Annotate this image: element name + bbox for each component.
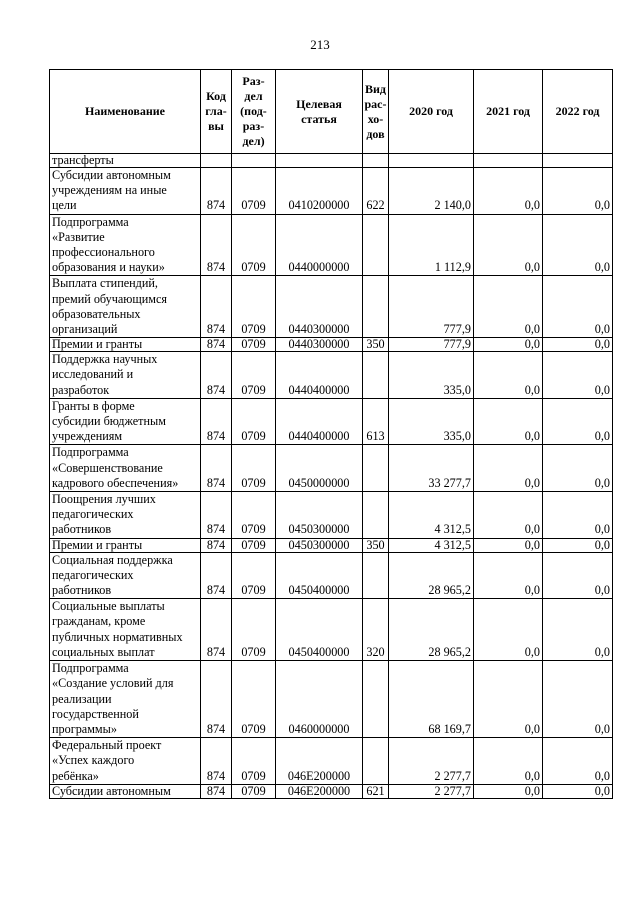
cell-statya xyxy=(276,154,363,168)
cell-statya: 046E200000 xyxy=(276,738,363,785)
table-row xyxy=(50,738,613,785)
cell-name: Федеральный проект «Успех каждого ребёнка» xyxy=(50,738,201,785)
cell-2021: 0,0 xyxy=(474,738,543,785)
cell-2020: 28 965,2 xyxy=(389,599,474,661)
cell-2021: 0,0 xyxy=(474,552,543,599)
header-row xyxy=(50,70,613,154)
cell-name: Поощрения лучших педагогических работников xyxy=(50,492,201,539)
cell-2021: 0,0 xyxy=(474,398,543,445)
cell-statya: 0440300000 xyxy=(276,338,363,352)
header-col-vid: Вид рас- хо- дов xyxy=(363,70,389,154)
cell-2022: 0,0 xyxy=(543,338,613,352)
cell-statya: 0410200000 xyxy=(276,168,363,215)
cell-statya: 046E200000 xyxy=(276,784,363,798)
cell-2021: 0,0 xyxy=(474,784,543,798)
cell-statya: 0450300000 xyxy=(276,492,363,539)
table-row xyxy=(50,538,613,552)
cell-name: Субсидии автономным учреждениям на иные цели xyxy=(50,168,201,215)
cell-kod: 874 xyxy=(201,214,232,276)
cell-2021: 0,0 xyxy=(474,538,543,552)
cell-razdel: 0709 xyxy=(232,552,276,599)
cell-2021: 0,0 xyxy=(474,492,543,539)
cell-kod: 874 xyxy=(201,538,232,552)
cell-name: Премии и гранты xyxy=(50,538,201,552)
cell-2020: 33 277,7 xyxy=(389,445,474,492)
cell-2022: 0,0 xyxy=(543,214,613,276)
cell-2021 xyxy=(474,154,543,168)
cell-2022: 0,0 xyxy=(543,398,613,445)
cell-kod: 874 xyxy=(201,661,232,738)
cell-2020: 1 112,9 xyxy=(389,214,474,276)
cell-vid: 621 xyxy=(363,784,389,798)
cell-2022: 0,0 xyxy=(543,599,613,661)
cell-vid xyxy=(363,552,389,599)
cell-statya: 0450300000 xyxy=(276,538,363,552)
cell-2022: 0,0 xyxy=(543,168,613,215)
cell-name: Субсидии автономным xyxy=(50,784,201,798)
header-col-name: Наименование xyxy=(50,70,201,154)
cell-vid xyxy=(363,738,389,785)
cell-vid: 350 xyxy=(363,538,389,552)
cell-vid: 320 xyxy=(363,599,389,661)
cell-vid xyxy=(363,661,389,738)
cell-2020: 777,9 xyxy=(389,338,474,352)
table-row xyxy=(50,398,613,445)
cell-name: Поддержка научных исследований и разработок xyxy=(50,352,201,399)
cell-name: Социальные выплаты гражданам, кроме публичных нормативных социальных выплат xyxy=(50,599,201,661)
cell-2020: 4 312,5 xyxy=(389,492,474,539)
table-row xyxy=(50,338,613,352)
cell-vid xyxy=(363,276,389,338)
cell-2022: 0,0 xyxy=(543,352,613,399)
cell-razdel: 0709 xyxy=(232,538,276,552)
header-col-2020: 2020 год xyxy=(389,70,474,154)
cell-razdel: 0709 xyxy=(232,492,276,539)
table-row xyxy=(50,492,613,539)
cell-2021: 0,0 xyxy=(474,445,543,492)
cell-name: Подпрограмма «Совершенствование кадрового обеспечения» xyxy=(50,445,201,492)
cell-2022: 0,0 xyxy=(543,661,613,738)
cell-statya: 0440400000 xyxy=(276,352,363,399)
cell-razdel: 0709 xyxy=(232,599,276,661)
cell-statya: 0450400000 xyxy=(276,599,363,661)
table-row xyxy=(50,552,613,599)
cell-2021: 0,0 xyxy=(474,352,543,399)
table-body xyxy=(50,154,613,799)
cell-razdel: 0709 xyxy=(232,445,276,492)
cell-kod: 874 xyxy=(201,398,232,445)
table-row xyxy=(50,445,613,492)
cell-2021: 0,0 xyxy=(474,168,543,215)
cell-2021: 0,0 xyxy=(474,338,543,352)
table-row xyxy=(50,168,613,215)
cell-2020: 68 169,7 xyxy=(389,661,474,738)
cell-razdel: 0709 xyxy=(232,738,276,785)
cell-vid: 613 xyxy=(363,398,389,445)
cell-statya: 0440000000 xyxy=(276,214,363,276)
header-col-razdel: Раз- дел (под- раз- дел) xyxy=(232,70,276,154)
cell-razdel: 0709 xyxy=(232,214,276,276)
cell-razdel xyxy=(232,154,276,168)
cell-kod: 874 xyxy=(201,338,232,352)
cell-2022 xyxy=(543,154,613,168)
cell-razdel: 0709 xyxy=(232,661,276,738)
cell-2020 xyxy=(389,154,474,168)
cell-statya: 0450000000 xyxy=(276,445,363,492)
header-col-kod: Код гла- вы xyxy=(201,70,232,154)
header-col-2022: 2022 год xyxy=(543,70,613,154)
cell-vid xyxy=(363,445,389,492)
cell-2020: 335,0 xyxy=(389,398,474,445)
cell-vid xyxy=(363,352,389,399)
cell-name: Выплата стипендий, премий обучающимся образовательных организаций xyxy=(50,276,201,338)
cell-2022: 0,0 xyxy=(543,276,613,338)
cell-razdel: 0709 xyxy=(232,168,276,215)
cell-name: Премии и гранты xyxy=(50,338,201,352)
cell-kod xyxy=(201,154,232,168)
cell-vid xyxy=(363,492,389,539)
cell-kod: 874 xyxy=(201,552,232,599)
cell-name: Гранты в форме субсидии бюджетным учреждениям xyxy=(50,398,201,445)
header-col-2021: 2021 год xyxy=(474,70,543,154)
cell-kod: 874 xyxy=(201,599,232,661)
cell-2020: 335,0 xyxy=(389,352,474,399)
table-row xyxy=(50,661,613,738)
cell-2021: 0,0 xyxy=(474,214,543,276)
cell-name: Социальная поддержка педагогических работников xyxy=(50,552,201,599)
cell-vid xyxy=(363,154,389,168)
cell-name: трансферты xyxy=(50,154,201,168)
cell-statya: 0440300000 xyxy=(276,276,363,338)
cell-razdel: 0709 xyxy=(232,784,276,798)
cell-2021: 0,0 xyxy=(474,276,543,338)
cell-vid: 350 xyxy=(363,338,389,352)
cell-2020: 2 277,7 xyxy=(389,738,474,785)
cell-2022: 0,0 xyxy=(543,445,613,492)
cell-2021: 0,0 xyxy=(474,599,543,661)
cell-vid: 622 xyxy=(363,168,389,215)
table-row xyxy=(50,276,613,338)
cell-2022: 0,0 xyxy=(543,738,613,785)
table-row xyxy=(50,214,613,276)
cell-razdel: 0709 xyxy=(232,398,276,445)
cell-razdel: 0709 xyxy=(232,276,276,338)
cell-kod: 874 xyxy=(201,352,232,399)
page-number: 213 xyxy=(310,37,330,52)
cell-name: Подпрограмма «Создание условий для реализации государственной программы» xyxy=(50,661,201,738)
budget-table xyxy=(49,69,613,799)
cell-vid xyxy=(363,214,389,276)
cell-kod: 874 xyxy=(201,784,232,798)
cell-2020: 777,9 xyxy=(389,276,474,338)
cell-name: Подпрограмма «Развитие профессионального образования и науки» xyxy=(50,214,201,276)
cell-2020: 2 140,0 xyxy=(389,168,474,215)
cell-2022: 0,0 xyxy=(543,784,613,798)
cell-kod: 874 xyxy=(201,492,232,539)
cell-2022: 0,0 xyxy=(543,538,613,552)
cell-kod: 874 xyxy=(201,276,232,338)
cell-kod: 874 xyxy=(201,738,232,785)
table-row xyxy=(50,784,613,798)
cell-razdel: 0709 xyxy=(232,338,276,352)
cell-2022: 0,0 xyxy=(543,492,613,539)
table-row xyxy=(50,599,613,661)
table-row xyxy=(50,154,613,168)
cell-statya: 0460000000 xyxy=(276,661,363,738)
cell-2022: 0,0 xyxy=(543,552,613,599)
cell-statya: 0450400000 xyxy=(276,552,363,599)
header-col-statya: Целевая статья xyxy=(276,70,363,154)
cell-kod: 874 xyxy=(201,168,232,215)
cell-statya: 0440400000 xyxy=(276,398,363,445)
cell-razdel: 0709 xyxy=(232,352,276,399)
table-row xyxy=(50,352,613,399)
cell-2021: 0,0 xyxy=(474,661,543,738)
cell-2020: 4 312,5 xyxy=(389,538,474,552)
cell-2020: 2 277,7 xyxy=(389,784,474,798)
cell-2020: 28 965,2 xyxy=(389,552,474,599)
cell-kod: 874 xyxy=(201,445,232,492)
